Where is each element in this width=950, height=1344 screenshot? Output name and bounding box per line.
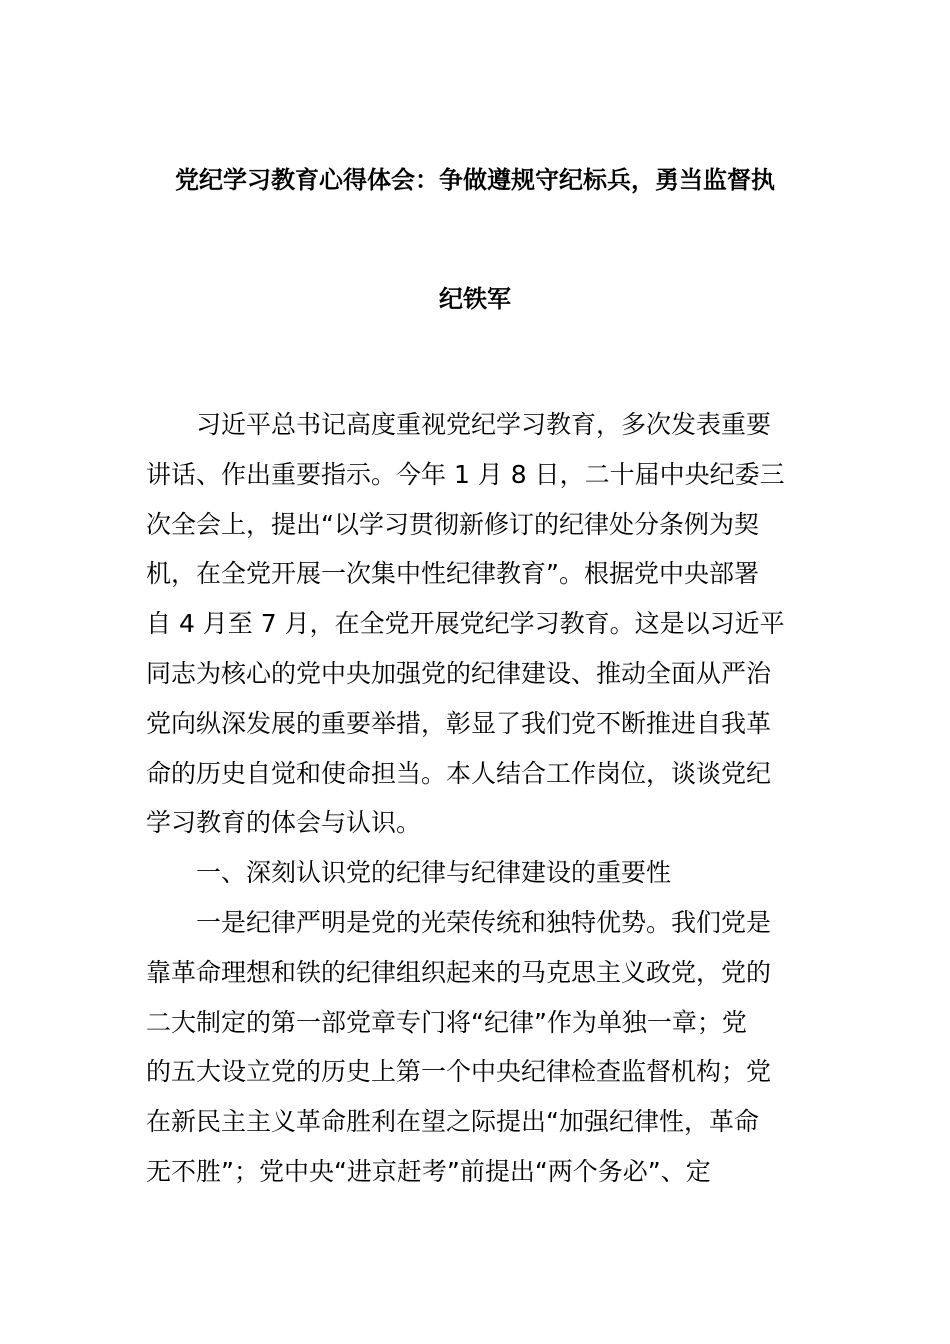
document-body — [146, 400, 810, 1197]
document-title-line-1: 党纪学习教育心得体会：争做遵规守纪标兵，勇当监督执 — [175, 166, 775, 194]
body-line: 次全会上，提出“以学习贯彻新修订的纪律处分条例为契 — [146, 509, 759, 539]
body-line: 习近平总书记高度重视党纪学习教育，多次发表重要 — [196, 410, 772, 439]
document-title-line-2: 纪铁军 — [439, 285, 511, 313]
section-heading: 一、深刻认识党的纪律与纪律建设的重要性 — [196, 858, 672, 888]
body-line: 党向纵深发展的重要举措，彰显了我们党不断推进自我革 — [146, 708, 772, 738]
body-line: 一是纪律严明是党的光荣传统和独特优势。我们党是 — [196, 907, 772, 937]
body-line: 同志为核心的党中央加强党的纪律建设、推动全面从严治 — [146, 658, 772, 688]
body-line: 学习教育的体会与认识。 — [146, 808, 422, 838]
body-line: 讲话、作出重要指示。今年 1 月 8 日，二十届中央纪委三 — [146, 459, 785, 489]
body-line: 无不胜”；党中央“进京赶考”前提出“两个务必”、定 — [146, 1156, 711, 1186]
body-line: 机，在全党开展一次集中性纪律教育”。根据党中央部署 — [146, 559, 759, 589]
body-line: 命的历史自觉和使命担当。本人结合工作岗位，谈谈党纪 — [146, 758, 772, 788]
body-line: 在新民主主义革命胜利在望之际提出“加强纪律性，革命 — [146, 1107, 759, 1137]
body-line: 的五大设立党的历史上第一个中央纪律检查监督机构；党 — [146, 1057, 772, 1087]
body-line: 二大制定的第一部党章专门将“纪律”作为单独一章；党 — [146, 1007, 747, 1037]
body-line: 自 4 月至 7 月，在全党开展党纪学习教育。这是以习近平 — [146, 609, 785, 639]
body-line: 靠革命理想和铁的纪律组织起来的马克思主义政党，党的 — [146, 957, 772, 987]
